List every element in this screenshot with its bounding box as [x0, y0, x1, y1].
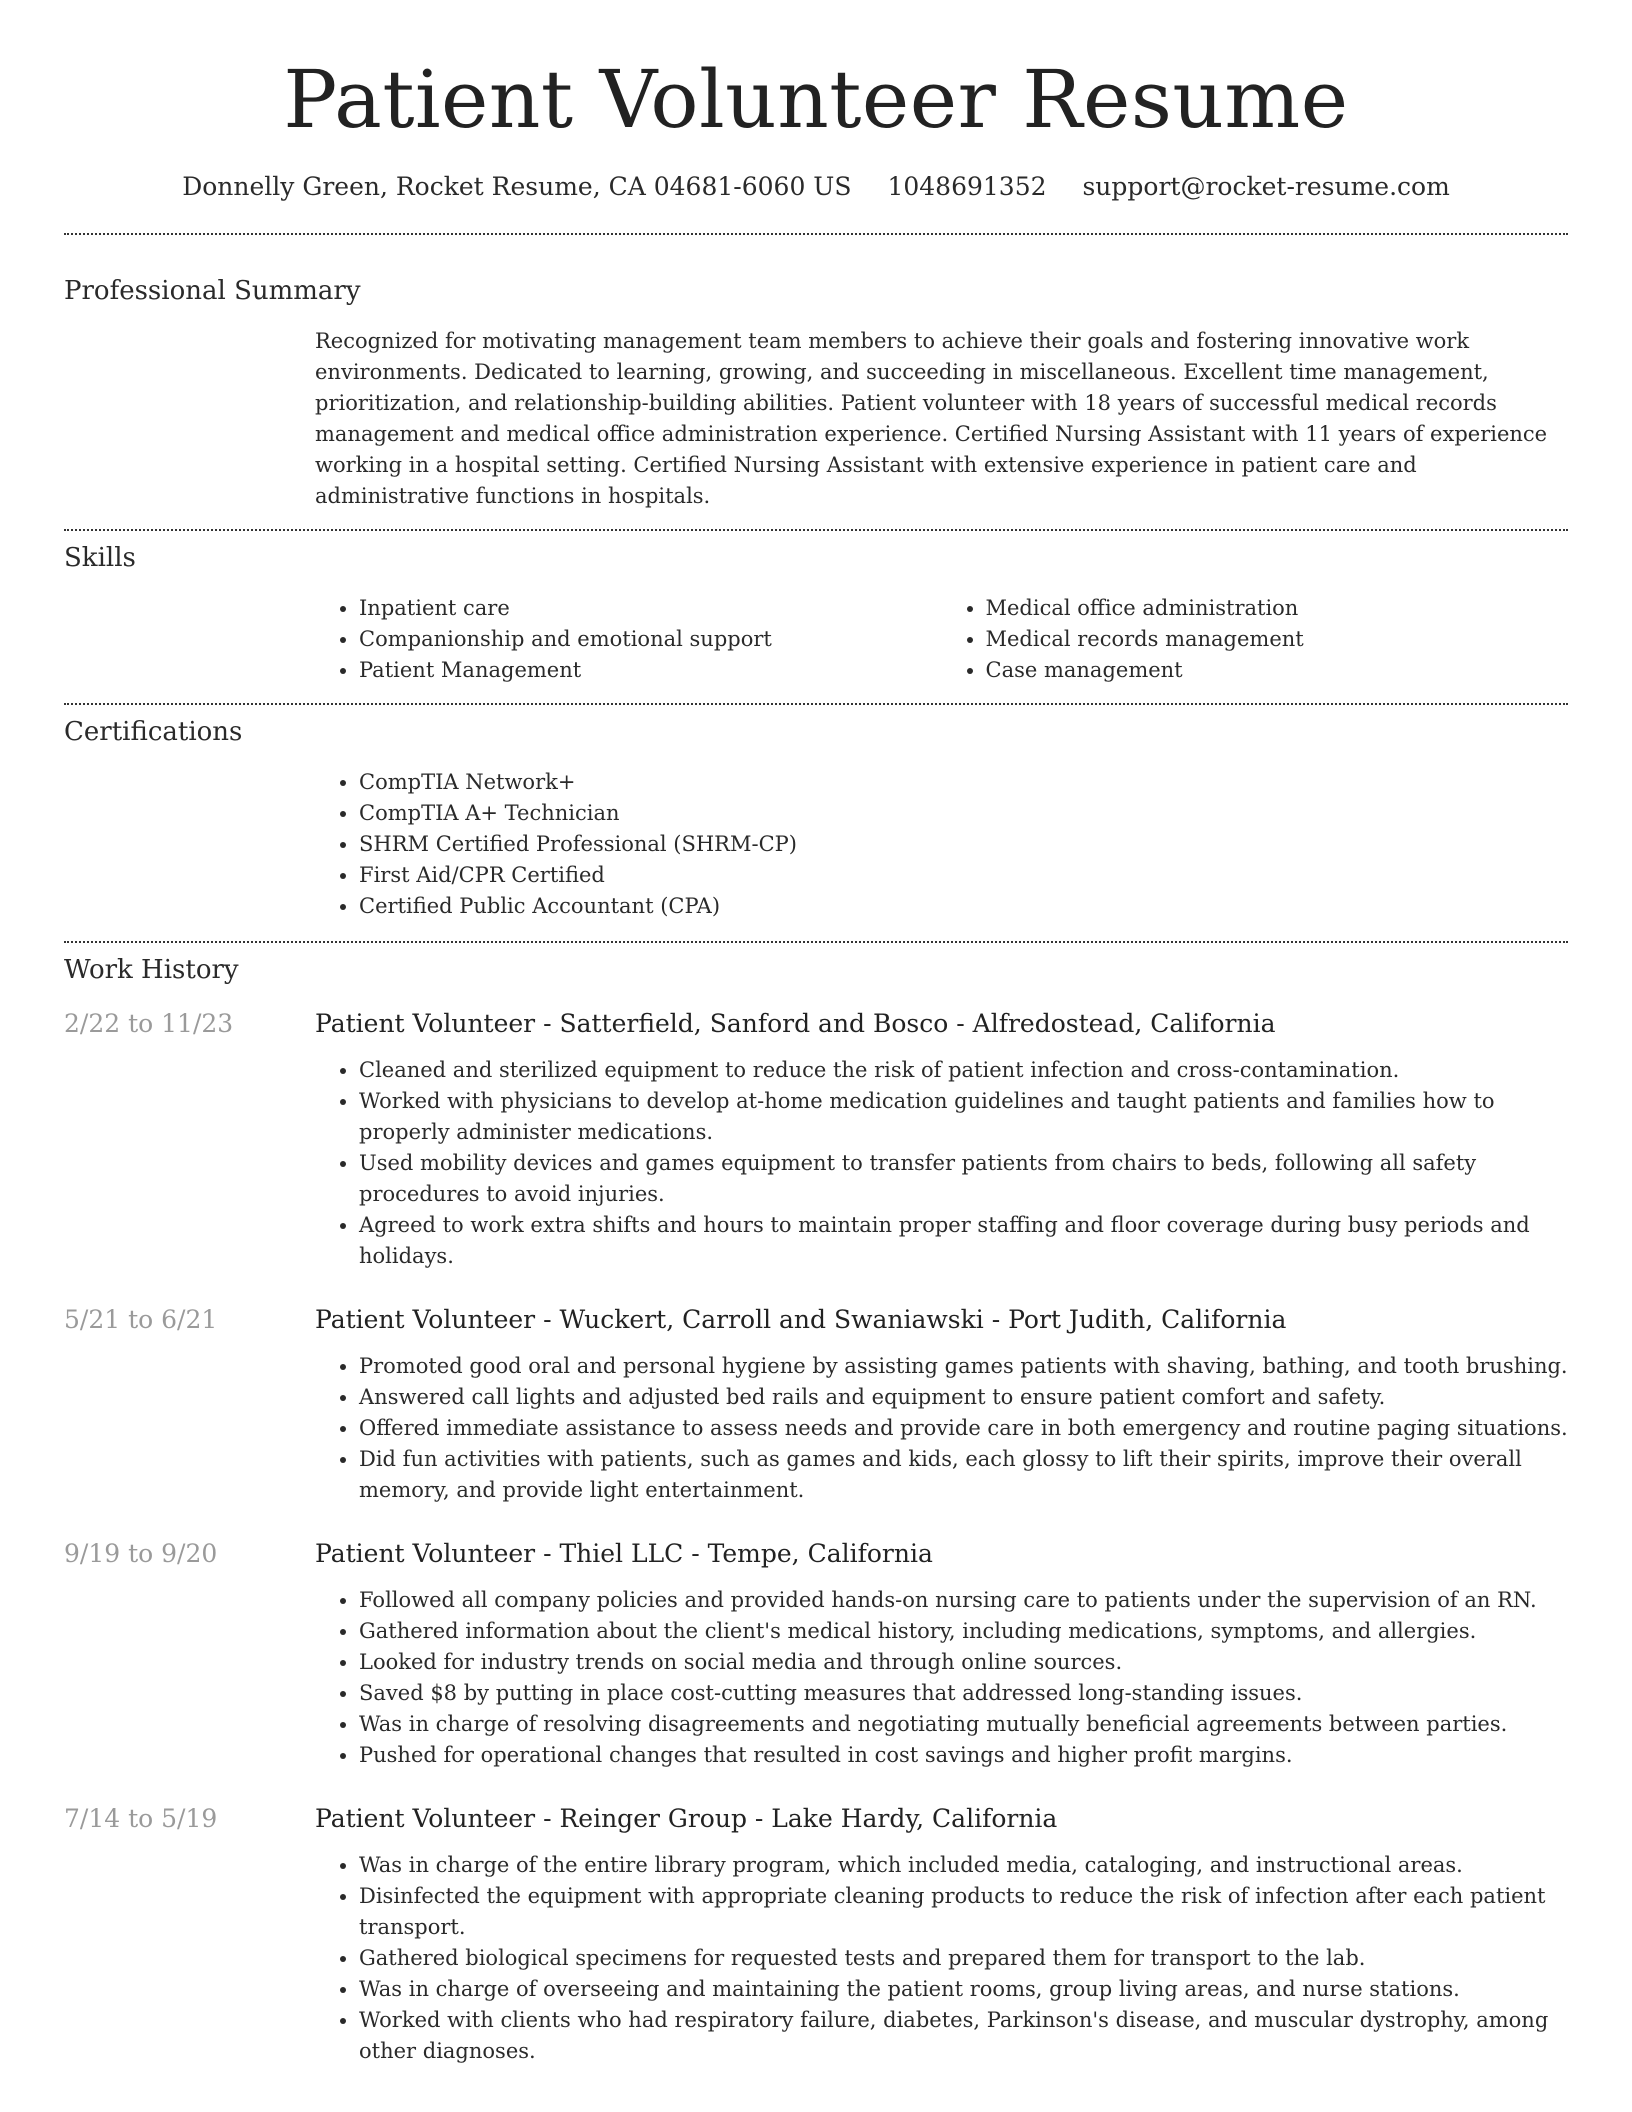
job-date: 7/14 to 5/19 — [64, 1804, 218, 1833]
contact-address: Donnelly Green, Rocket Resume, CA 04681-6060 US — [182, 172, 852, 201]
list-item: • Case management — [986, 655, 1569, 686]
contact-line — [64, 170, 1568, 204]
job-duties — [315, 1351, 1568, 1506]
job-title: Patient Volunteer - Wuckert, Carroll and Swaniawski - Port Judith, California — [315, 1305, 1287, 1334]
list-item: • Was in charge of overseeing and maintaining the patient rooms, group living areas, and nurse stations. — [359, 1974, 1568, 2005]
job-entry — [64, 1007, 1568, 1272]
contact-phone: 1048691352 — [887, 172, 1047, 201]
list-item: • CompTIA Network+ — [359, 767, 1568, 798]
summary-section — [64, 274, 1568, 512]
skills-heading: Skills — [64, 543, 136, 573]
skills-list-left — [315, 593, 942, 686]
certifications-content — [315, 767, 1568, 922]
job-bullet-list — [315, 1585, 1568, 1771]
summary-heading: Professional Summary — [64, 276, 361, 306]
work-history-heading: Work History — [64, 955, 239, 985]
certifications-section — [64, 715, 1568, 922]
list-item: • Inpatient care — [359, 593, 942, 624]
list-item: • Certified Public Accountant (CPA) — [359, 891, 1568, 922]
work-history-jobs — [64, 1007, 1568, 2067]
contact-email: support@rocket-resume.com — [1082, 172, 1450, 201]
list-item: • Was in charge of the entire library program, which included media, cataloging, and instructional areas. — [359, 1850, 1568, 1881]
list-item: • Used mobility devices and games equipment to transfer patients from chairs to beds, following all safety procedures to avoid injuries. — [359, 1148, 1568, 1210]
list-item: • Worked with clients who had respiratory failure, diabetes, Parkinson's disease, and muscular dystrophy, among other diagnoses. — [359, 2005, 1568, 2067]
list-item: • Agreed to work extra shifts and hours to maintain proper staffing and floor coverage during busy periods and holidays. — [359, 1210, 1568, 1272]
job-header — [64, 1007, 1568, 1041]
certifications-heading: Certifications — [64, 717, 243, 747]
job-title: Patient Volunteer - Thiel LLC - Tempe, California — [315, 1539, 933, 1568]
list-item: • Promoted good oral and personal hygiene by assisting games patients with shaving, bathing, and tooth brushing. — [359, 1351, 1568, 1382]
list-item: • Gathered information about the client's medical history, including medications, symptoms, and allergies. — [359, 1616, 1568, 1647]
job-duties — [315, 1850, 1568, 2067]
summary-divider — [64, 529, 1568, 531]
job-title: Patient Volunteer - Reinger Group - Lake Hardy, California — [315, 1804, 1058, 1833]
job-bullet-list — [315, 1055, 1568, 1272]
list-item: • Patient Management — [359, 655, 942, 686]
list-item: • Disinfected the equipment with appropriate cleaning products to reduce the risk of infection after each patient transport. — [359, 1881, 1568, 1943]
job-entry — [64, 1537, 1568, 1771]
job-entry — [64, 1303, 1568, 1506]
skills-columns — [315, 593, 1568, 686]
list-item: • SHRM Certified Professional (SHRM-CP) — [359, 829, 1568, 860]
list-item: • Medical records management — [986, 624, 1569, 655]
resume-title: Patient Volunteer Resume — [283, 53, 1349, 146]
list-item: • Gathered biological specimens for requested tests and prepared them for transport to the lab. — [359, 1943, 1568, 1974]
job-title: Patient Volunteer - Satterfield, Sanford and Bosco - Alfredostead, California — [315, 1009, 1276, 1038]
job-date: 9/19 to 9/20 — [64, 1539, 218, 1568]
certifications-list — [315, 767, 1568, 922]
list-item: • Companionship and emotional support — [359, 624, 942, 655]
job-entry — [64, 1802, 1568, 2067]
job-header — [64, 1537, 1568, 1571]
list-item: • Cleaned and sterilized equipment to reduce the risk of patient infection and cross-contamination. — [359, 1055, 1568, 1086]
skills-list-right — [942, 593, 1569, 686]
list-item: • Answered call lights and adjusted bed rails and equipment to ensure patient comfort and safety. — [359, 1382, 1568, 1413]
list-item: • Was in charge of resolving disagreements and negotiating mutually beneficial agreements between parties. — [359, 1709, 1568, 1740]
job-date: 5/21 to 6/21 — [64, 1305, 218, 1334]
job-bullet-list — [315, 1850, 1568, 2067]
work-history-section — [64, 953, 1568, 2067]
list-item: • Pushed for operational changes that resulted in cost savings and higher profit margins. — [359, 1740, 1568, 1771]
skills-section — [64, 541, 1568, 686]
job-bullet-list — [315, 1351, 1568, 1506]
job-header — [64, 1303, 1568, 1337]
list-item: • Looked for industry trends on social media and through online sources. — [359, 1647, 1568, 1678]
certifications-divider — [64, 941, 1568, 943]
list-item: • Saved $8 by putting in place cost-cutting measures that addressed long-standing issues. — [359, 1678, 1568, 1709]
job-duties — [315, 1055, 1568, 1272]
list-item: • Followed all company policies and provided hands-on nursing care to patients under the supervision of an RN. — [359, 1585, 1568, 1616]
job-duties — [315, 1585, 1568, 1771]
list-item: • Medical office administration — [986, 593, 1569, 624]
job-date: 2/22 to 11/23 — [64, 1009, 234, 1038]
list-item: • Worked with physicians to develop at-home medication guidelines and taught patients and families how to properly administer medications. — [359, 1086, 1568, 1148]
list-item: • Offered immediate assistance to assess needs and provide care in both emergency and routine paging situations. — [359, 1413, 1568, 1444]
list-item: • CompTIA A+ Technician — [359, 798, 1568, 829]
skills-divider — [64, 703, 1568, 705]
summary-text: Recognized for motivating management team members to achieve their goals and fostering innovative work environments. Dedicated to learning, growing, and succeeding in miscellaneous. Excellent time management, prioritization, and relationship-building abilities. Patient volunteer with 18 years of successful medical records management and medical office administration experience. Certified Nursing Assistant with 11 years of experience working in a hospital setting. Certified Nursing Assistant with extensive experience in patient care and administrative functions in hospitals. — [315, 329, 1548, 508]
job-header — [64, 1802, 1568, 1836]
list-item: • First Aid/CPR Certified — [359, 860, 1568, 891]
list-item: • Did fun activities with patients, such as games and kids, each glossy to lift their spirits, improve their overall memory, and provide light entertainment. — [359, 1444, 1568, 1506]
header-divider — [64, 233, 1568, 235]
resume-page — [64, 0, 1568, 2067]
